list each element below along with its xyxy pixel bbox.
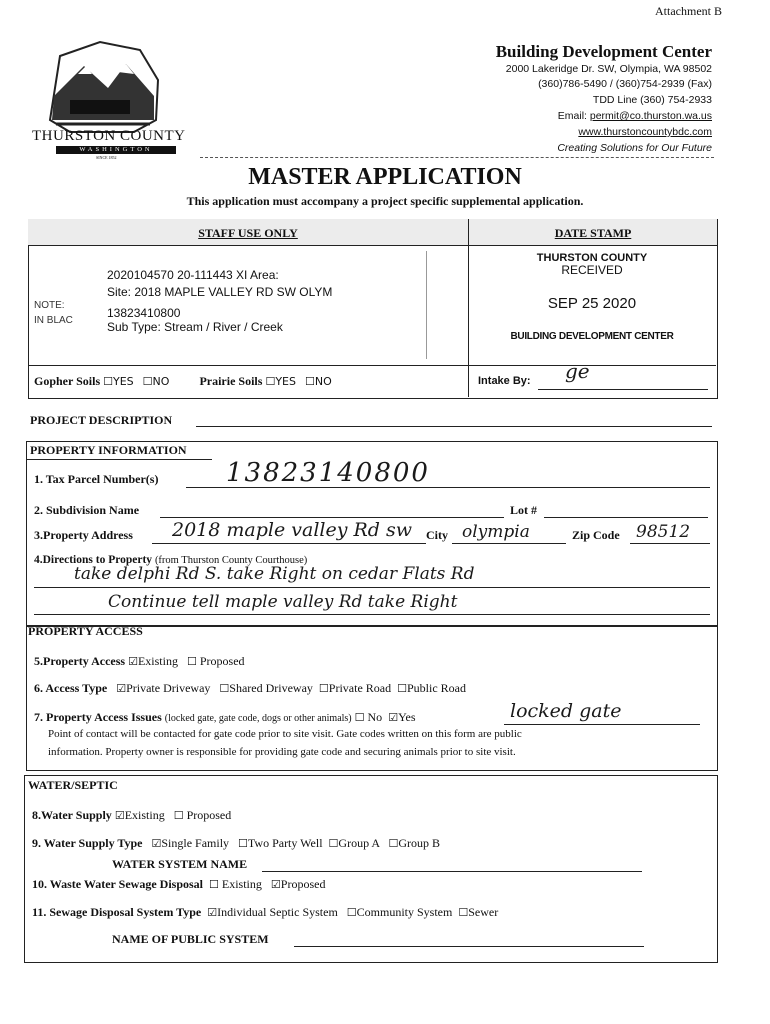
public-road-checkbox[interactable]: ☐	[397, 682, 407, 695]
individual-septic-checkbox[interactable]: ☑	[207, 906, 218, 919]
zip-label: Zip Code	[572, 528, 620, 542]
staff-box-bottom-rule	[28, 365, 716, 366]
directions-line-2: Continue tell maple valley Rd take Right	[108, 592, 458, 612]
directions-rule-2[interactable]	[34, 614, 710, 615]
waste-water-label: 10. Waste Water Sewage Disposal	[32, 877, 204, 891]
staff-use-header: STAFF USE ONLY	[28, 219, 468, 246]
water-supply-row	[32, 808, 231, 823]
prairie-yes-label: YES	[275, 375, 296, 388]
access-type-label: 6. Access Type	[34, 681, 108, 695]
access-proposed-checkbox[interactable]: ☐	[186, 655, 197, 668]
staff-box-divider	[468, 245, 469, 397]
individual-septic-label: Individual Septic System	[217, 905, 338, 919]
group-a-checkbox[interactable]: ☐	[328, 837, 339, 850]
bdc-tdd: TDD Line (360) 754-2933	[592, 94, 712, 106]
access-issues-note: (locked gate, gate code, dogs or other animals)	[164, 713, 352, 724]
subdivision-field[interactable]	[160, 517, 504, 518]
tax-parcel-label: 1. Tax Parcel Number(s)	[34, 472, 159, 486]
two-party-well-checkbox[interactable]: ☐	[238, 837, 248, 850]
access-issues-value: locked gate	[510, 700, 622, 722]
lot-label: Lot #	[510, 503, 537, 517]
water-proposed-checkbox[interactable]: ☐	[173, 809, 184, 822]
access-existing-checkbox[interactable]: ☑	[128, 655, 138, 668]
single-family-checkbox[interactable]: ☑	[151, 837, 162, 850]
waste-existing-label: Existing	[221, 877, 262, 891]
stamp-department: BUILDING DEVELOPMENT CENTER	[510, 331, 674, 342]
intake-initials[interactable]: ge	[565, 359, 590, 383]
water-septic-title: WATER/SEPTIC	[28, 778, 118, 792]
sticker-subtype-line: Sub Type: Stream / River / Creek	[107, 320, 283, 334]
access-issues-yes-checkbox[interactable]: ☑	[388, 711, 399, 724]
waste-proposed-label: Proposed	[280, 877, 326, 891]
private-road-checkbox[interactable]: ☐	[318, 682, 329, 695]
property-access-row	[34, 654, 245, 669]
page-title: MASTER APPLICATION	[248, 164, 522, 190]
bdc-phone: (360)786-5490 / (360)754-2939 (Fax)	[538, 78, 712, 90]
project-description-label: PROJECT DESCRIPTION	[30, 413, 173, 427]
project-description-field[interactable]	[196, 426, 712, 427]
directions-note: (from Thurston County Courthouse)	[154, 555, 308, 566]
bdc-title: Building Development Center	[495, 42, 712, 61]
property-access-title: PROPERTY ACCESS	[28, 624, 143, 638]
subdivision-label: 2. Subdivision Name	[34, 503, 140, 517]
access-existing-label: Existing	[137, 654, 178, 668]
stamp-received: RECEIVED	[561, 263, 623, 277]
single-family-label: Single Family	[161, 836, 230, 850]
note-fragment-2: IN BLAC	[34, 315, 73, 326]
directions-rule-1[interactable]	[34, 587, 710, 588]
sewage-type-label: 11. Sewage Disposal System Type	[32, 905, 202, 919]
access-type-row	[34, 681, 466, 696]
zip-value: 98512	[636, 522, 691, 542]
stamp-county: THURSTON COUNTY	[536, 252, 648, 264]
sticker-parcel-line: 13823410800	[107, 306, 181, 320]
property-access-label: 5.Property Access	[34, 654, 126, 668]
prairie-soils-label: Prairie Soils	[199, 374, 263, 388]
property-address-value: 2018 maple valley Rd sw	[172, 519, 413, 541]
gopher-soils-label: Gopher Soils	[34, 374, 101, 388]
sticker-permit-line: 2020104570 20-111443 XI Area:	[107, 268, 279, 282]
bdc-slogan: Creating Solutions for Our Future	[557, 142, 712, 154]
directions-line-1: take delphi Rd S. take Right on cedar Flats Rd	[74, 564, 475, 584]
gopher-no-checkbox[interactable]: ☐	[142, 375, 153, 388]
water-supply-label: 8.Water Supply	[32, 808, 112, 822]
public-system-name-field[interactable]	[294, 946, 644, 947]
access-issues-field[interactable]	[504, 724, 700, 725]
gopher-yes-label: YES	[113, 375, 134, 388]
group-b-checkbox[interactable]: ☐	[388, 837, 399, 850]
access-proposed-label: Proposed	[199, 654, 245, 668]
date-stamp-header: DATE STAMP	[468, 219, 717, 246]
gopher-yes-checkbox[interactable]: ☐	[103, 375, 114, 388]
directions-label-text: 4.Directions to Property	[34, 554, 153, 566]
intake-by-label: Intake By:	[478, 375, 531, 387]
property-address-label: 3.Property Address	[34, 528, 133, 542]
water-system-name-label: WATER SYSTEM NAME	[112, 857, 248, 871]
community-system-checkbox[interactable]: ☐	[346, 906, 357, 919]
private-road-label: Private Road	[328, 681, 392, 695]
waste-existing-checkbox[interactable]: ☐	[209, 878, 219, 891]
tax-parcel-value: 13823140800	[226, 458, 430, 488]
sticker-site-line: Site: 2018 MAPLE VALLEY RD SW OLYM	[107, 285, 333, 299]
email-link[interactable]: permit@co.thurston.wa.us	[589, 110, 712, 122]
gate-code-notice-2: information. Property owner is responsible for providing gate code and securing animals prior to site visit.	[48, 746, 516, 758]
waste-proposed-checkbox[interactable]: ☑	[270, 878, 281, 891]
water-system-name-field[interactable]	[262, 871, 642, 872]
city-label: City	[426, 528, 448, 542]
prairie-no-label: NO	[314, 375, 332, 388]
property-information-title: PROPERTY INFORMATION	[30, 443, 187, 457]
since-label: SINCE 1852	[96, 155, 117, 160]
access-issues-no-checkbox[interactable]: ☐	[354, 711, 365, 724]
gopher-no-label: NO	[152, 375, 170, 388]
stamp-date: SEP 25 2020	[547, 295, 637, 312]
lot-field[interactable]	[544, 517, 708, 518]
page-subtitle: This application must accompany a project specific supplemental application.	[186, 194, 584, 208]
community-system-label: Community System	[356, 905, 453, 919]
private-driveway-label: Private Driveway	[126, 681, 211, 695]
city-value: olympia	[462, 522, 530, 542]
sewer-label: Sewer	[468, 905, 499, 919]
water-supply-type-row	[32, 836, 440, 851]
sewer-checkbox[interactable]: ☐	[458, 906, 469, 919]
header-divider	[200, 157, 714, 158]
access-issues-row	[34, 710, 416, 725]
email-label: Email:	[557, 110, 590, 122]
bdc-website-link[interactable]: www.thurstoncountybdc.com	[578, 126, 712, 138]
public-road-label: Public Road	[407, 681, 466, 695]
prairie-yes-checkbox[interactable]: ☐	[265, 375, 276, 388]
water-supply-type-label: 9. Water Supply Type	[32, 836, 143, 850]
access-issues-no-label: No	[367, 710, 383, 724]
county-name: THURSTON COUNTY	[32, 128, 186, 144]
shared-driveway-label: Shared Driveway	[229, 681, 313, 695]
waste-water-row	[32, 877, 325, 892]
bdc-address: 2000 Lakeridge Dr. SW, Olympia, WA 98502	[505, 63, 712, 75]
water-existing-label: Existing	[124, 808, 165, 822]
city-field[interactable]	[452, 543, 566, 544]
group-a-label: Group A	[338, 836, 380, 850]
group-b-label: Group B	[398, 836, 440, 850]
sewage-type-row	[32, 905, 498, 920]
prairie-no-checkbox[interactable]: ☐	[304, 375, 315, 388]
water-proposed-label: Proposed	[186, 808, 232, 822]
public-system-name-label: NAME OF PUBLIC SYSTEM	[112, 932, 269, 946]
intake-by-line	[538, 389, 708, 390]
note-fragment-1: NOTE:	[34, 300, 65, 311]
property-address-field[interactable]	[152, 543, 426, 544]
access-issues-label: 7. Property Access Issues	[34, 710, 162, 724]
state-banner: WASHINGTON	[56, 146, 176, 154]
two-party-well-label: Two Party Well	[247, 836, 323, 850]
zip-field[interactable]	[630, 543, 710, 544]
soils-row	[34, 374, 332, 389]
water-existing-checkbox[interactable]: ☑	[114, 809, 125, 822]
section-title-rule	[26, 459, 212, 460]
private-driveway-checkbox[interactable]: ☑	[116, 682, 127, 695]
attachment-label: Attachment B	[655, 4, 722, 18]
shared-driveway-checkbox[interactable]: ☐	[219, 682, 230, 695]
bdc-email-line	[558, 110, 712, 122]
access-issues-yes-label: Yes	[398, 710, 416, 724]
gate-code-notice-1: Point of contact will be contacted for gate code prior to site visit. Gate codes written on this form are public	[48, 728, 522, 740]
